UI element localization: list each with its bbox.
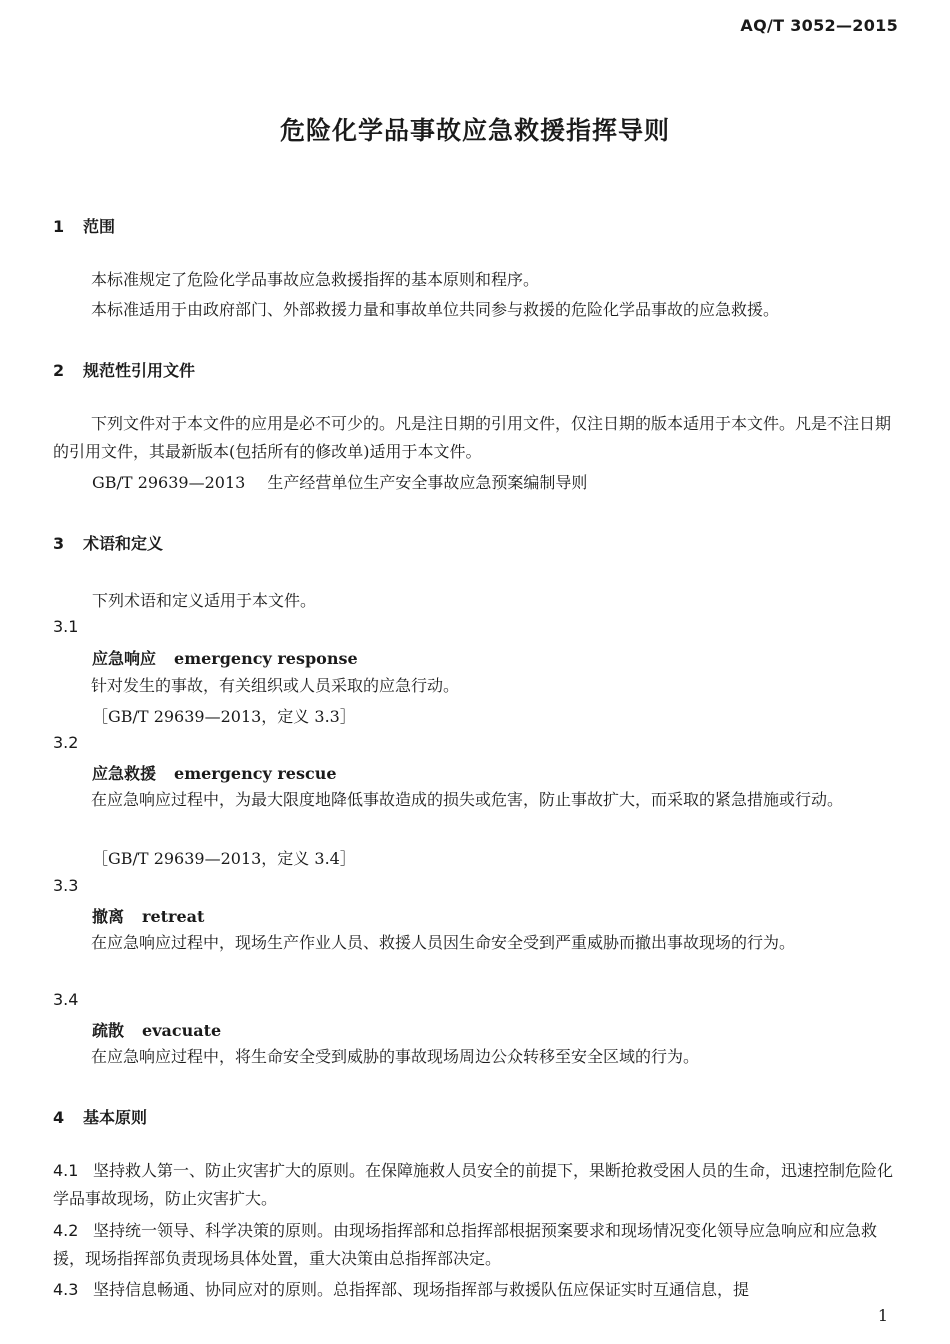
term-zh: 疏散 <box>92 1021 125 1040</box>
term-entry <box>92 646 358 669</box>
principle-text: 坚持救人第一、防止灾害扩大的原则。在保障施救人员安全的前提下，果断抢救受困人员的生命，迅速控制危险化学品事故现场，防止灾害扩大。 <box>53 1161 894 1208</box>
term-source: ［GB/T 29639—2013，定义 3.4］ <box>92 849 356 868</box>
term-number: 3.3 <box>53 876 79 895</box>
principle-text: 坚持统一领导、科学决策的原则。由现场指挥部和总指挥部根据预案要求和现场情况变化领导应急响应和应急救援，现场指挥部负责现场具体处置，重大决策由总指挥部决定。 <box>53 1221 878 1268</box>
paragraph: 本标准适用于由政府部门、外部救援力量和事故单位共同参与救援的危险化学品事故的应急救援。 <box>91 300 780 319</box>
normative-reference <box>92 470 587 493</box>
principle-text: 坚持信息畅通、协同应对的原则。总指挥部、现场指挥部与救援队伍应保证实时互通信息，提 <box>93 1280 750 1299</box>
term-entry <box>92 904 204 927</box>
paragraph: 下列文件对于本文件的应用是必不可少的。凡是注日期的引用文件，仅注日期的版本适用于本文件。凡是不注日期的引用文件，其最新版本(包括所有的修改单)适用于本文件。 <box>53 414 892 461</box>
term-definition: 在应急响应过程中，现场生产作业人员、救援人员因生命安全受到严重威胁而撤出事故现场的行为。 <box>91 933 796 952</box>
section-title: 基本原则 <box>83 1108 148 1127</box>
principle-item <box>53 1217 898 1273</box>
term-en: emergency response <box>174 649 358 668</box>
page-number: 1 <box>877 1306 888 1325</box>
reference-code: GB/T 29639—2013 <box>92 473 246 492</box>
term-zh: 应急响应 <box>92 649 157 668</box>
principle-item <box>53 1276 898 1304</box>
principle-number: 4.1 <box>53 1161 79 1180</box>
term-definition: 针对发生的事故，有关组织或人员采取的应急行动。 <box>91 676 460 695</box>
principle-number: 4.3 <box>53 1280 79 1299</box>
term-definition: 在应急响应过程中，为最大限度地降低事故造成的损失或危害，防止事故扩大，而采取的紧急措施或行动。 <box>91 790 844 809</box>
paragraph: 下列术语和定义适用于本文件。 <box>92 591 317 610</box>
section-number: 4 <box>53 1108 65 1127</box>
term-definition: 在应急响应过程中，将生命安全受到威胁的事故现场周边公众转移至安全区域的行为。 <box>91 1047 700 1066</box>
term-zh: 撤离 <box>92 907 125 926</box>
principle-number: 4.2 <box>53 1221 79 1240</box>
term-en: evacuate <box>142 1021 222 1040</box>
term-en: emergency rescue <box>174 764 337 783</box>
section-number: 2 <box>53 361 65 380</box>
section-2-heading <box>53 358 195 381</box>
section-3-heading <box>53 531 163 554</box>
paragraph: 本标准规定了危险化学品事故应急救援指挥的基本原则和程序。 <box>91 270 540 289</box>
section-4-heading <box>53 1105 147 1128</box>
section-title: 范围 <box>83 217 116 236</box>
term-number: 3.2 <box>53 733 79 752</box>
principle-item <box>53 1157 898 1213</box>
term-number: 3.4 <box>53 990 79 1009</box>
standard-code: AQ/T 3052—2015 <box>740 16 898 35</box>
section-number: 1 <box>53 217 65 236</box>
document-title: 危险化学品事故应急救援指挥导则 <box>279 116 670 145</box>
reference-title: 生产经营单位生产安全事故应急预案编制导则 <box>267 473 588 492</box>
term-en: retreat <box>142 907 205 926</box>
term-number: 3.1 <box>53 617 79 636</box>
section-1-heading <box>53 214 115 237</box>
term-entry <box>92 1018 221 1041</box>
term-zh: 应急救援 <box>92 764 157 783</box>
section-number: 3 <box>53 534 65 553</box>
section-title: 术语和定义 <box>83 534 164 553</box>
term-entry <box>92 761 337 784</box>
term-source: ［GB/T 29639—2013，定义 3.3］ <box>92 707 356 726</box>
section-title: 规范性引用文件 <box>83 361 196 380</box>
